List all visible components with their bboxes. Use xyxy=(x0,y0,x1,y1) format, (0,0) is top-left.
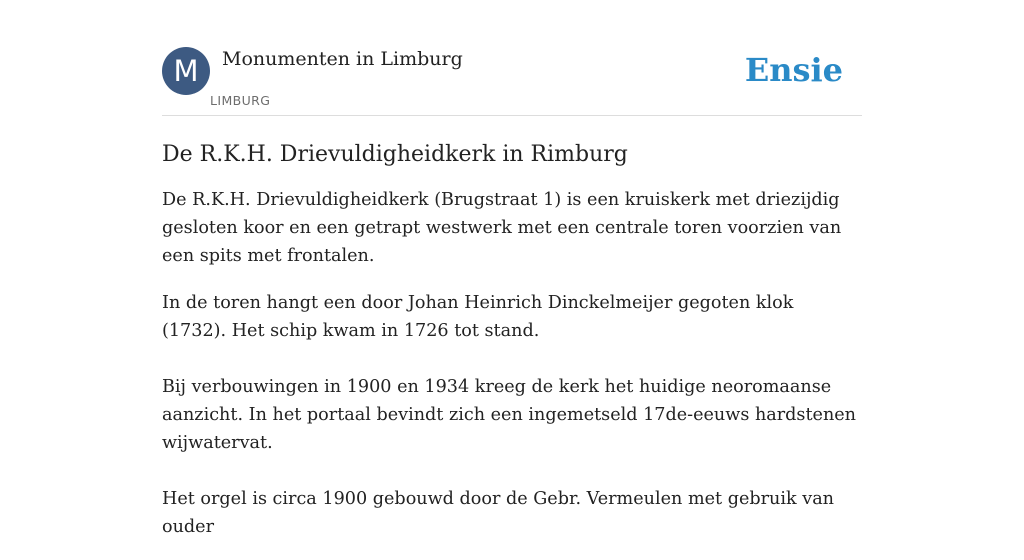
header xyxy=(162,46,862,116)
collection-title[interactable]: Monumenten in Limburg xyxy=(222,48,463,70)
article-heading: De R.K.H. Drievuldigheidkerk in Rimburg xyxy=(162,142,628,167)
article-paragraph: In de toren hangt een door Johan Heinrich Dinckelmeijer gegoten klok (1732). Het schip kwam in 1726 tot stand. xyxy=(162,293,794,341)
divider xyxy=(162,115,862,116)
article-paragraph: De R.K.H. Drievuldigheidkerk (Brugstraat 1) is een kruiskerk met driezijdig gesloten koor en een getrapt westwerk met een centrale toren voorzien van een spits met frontalen. xyxy=(162,190,842,266)
article-paragraph: Bij verbouwingen in 1900 en 1934 kreeg de kerk het huidige neoromaanse aanzicht. In het portaal bevindt zich een ingemetseld 17de-eeuws hardstenen wijwatervat. xyxy=(162,377,857,453)
avatar[interactable]: M xyxy=(162,47,210,95)
category-label[interactable]: LIMBURG xyxy=(210,93,271,108)
article-paragraph: Het orgel is circa 1900 gebouwd door de Gebr. Vermeulen met gebruik van ouder xyxy=(162,489,835,537)
brand-logo[interactable]: Ensie xyxy=(744,51,843,89)
article xyxy=(162,140,862,560)
